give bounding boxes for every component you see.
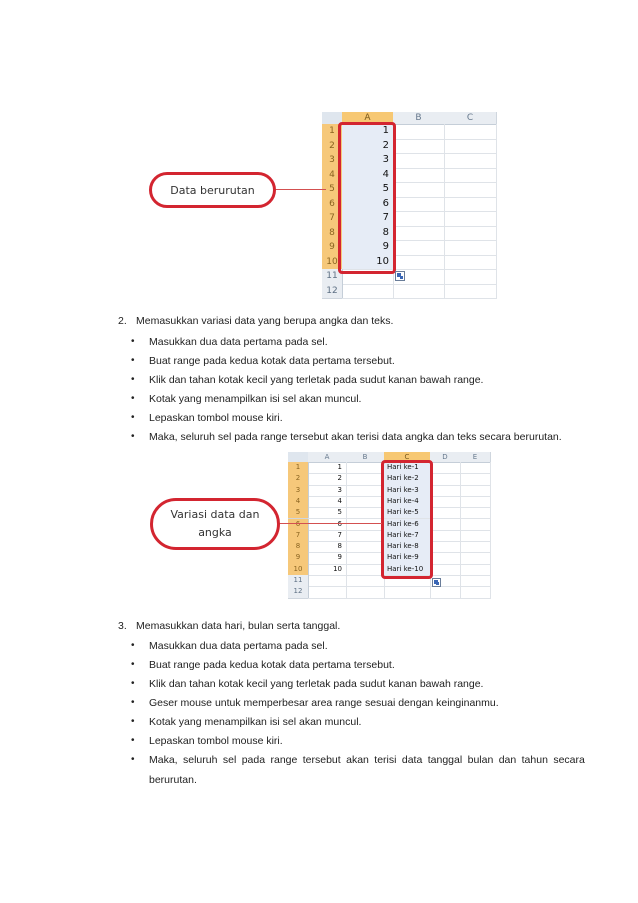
row-header: 4 <box>322 168 343 184</box>
cell <box>444 269 497 285</box>
cell <box>444 168 497 184</box>
cell-value: 1 <box>337 463 342 471</box>
cell-value: 4 <box>382 168 389 180</box>
row-header: 1 <box>322 124 343 140</box>
cell-value: 4 <box>337 496 342 505</box>
row-header: 12 <box>322 284 343 300</box>
cell-value: Hari ke-2 <box>387 474 419 483</box>
row-header: 12 <box>288 586 309 598</box>
autofill-options-icon <box>432 578 441 587</box>
callout-label: Data berurutan <box>170 183 255 197</box>
cell <box>342 284 394 300</box>
row-header: 7 <box>322 211 343 227</box>
bullet-dot: • <box>131 716 135 727</box>
bullet-dot: • <box>131 754 135 765</box>
cell-value <box>308 519 342 530</box>
column-header-b: B <box>393 112 445 125</box>
callout-data-berurutan <box>149 172 276 208</box>
row-header: 10 <box>288 564 309 576</box>
list-item: Klik dan tahan kotak kecil yang terletak pada sudut kanan bawah range. <box>149 678 484 690</box>
row-header: 3 <box>322 153 343 169</box>
cell <box>393 255 445 271</box>
cell-value: 3 <box>337 485 342 494</box>
cell <box>384 586 431 598</box>
bullet-dot: • <box>131 336 135 347</box>
cell-value: Hari ke-1 <box>387 463 419 471</box>
list-item: Geser mouse untuk memperbesar area range sesuai dengan keinginanmu. <box>149 697 499 709</box>
cell <box>393 153 445 169</box>
cell <box>430 586 461 598</box>
cell-value: 2 <box>337 474 342 483</box>
cell <box>460 586 491 598</box>
row-header: 5 <box>322 182 343 198</box>
list-item: Lepaskan tombol mouse kiri. <box>149 735 283 747</box>
cell-value: Hari ke-10 <box>387 564 424 573</box>
column-header-a: A <box>308 452 347 463</box>
bullet-dot: • <box>131 640 135 651</box>
cell <box>444 182 497 198</box>
cell-value: 8 <box>337 542 342 551</box>
callout-variasi-data <box>150 498 280 550</box>
cell-value: 10 <box>376 255 389 267</box>
selection-highlight-box <box>381 460 433 579</box>
autofill-options-icon <box>395 271 405 281</box>
cell-value: 10 <box>333 564 342 573</box>
cell <box>393 284 445 300</box>
callout-label-line-2: angka <box>198 526 232 539</box>
bullet-dot: • <box>131 678 135 689</box>
cell-value: 1 <box>382 125 389 136</box>
bullet-dot: • <box>131 735 135 746</box>
list-item: Kotak yang menampilkan isi sel akan muncul. <box>149 393 362 405</box>
spreadsheet-figure-text-number <box>288 452 490 598</box>
cell <box>393 168 445 184</box>
cell-value: 5 <box>337 508 342 517</box>
cell <box>444 226 497 242</box>
cell-value: 5 <box>382 183 389 194</box>
list-item: Buat range pada kedua kotak data pertama tersebut. <box>149 659 395 671</box>
cell <box>444 139 497 155</box>
row-header: 2 <box>322 139 343 155</box>
column-header-c: C <box>444 112 497 125</box>
row-header: 11 <box>288 575 309 587</box>
cell-value: 6 <box>382 197 389 209</box>
row-header: 8 <box>322 226 343 242</box>
cell-value: Hari ke-8 <box>387 542 419 551</box>
cell-value: Hari ke-4 <box>387 496 419 505</box>
section-3-title: Memasukkan data hari, bulan serta tanggal. <box>136 620 341 632</box>
cell-value: 9 <box>337 553 342 562</box>
selection-highlight-box <box>338 122 396 274</box>
cell <box>393 197 445 213</box>
cell-value: Hari ke-5 <box>387 508 419 517</box>
bullet-dot: • <box>131 697 135 708</box>
row-header: 2 <box>288 473 309 485</box>
cell-value: 7 <box>382 212 389 223</box>
list-item: Masukkan dua data pertama pada sel. <box>149 336 328 348</box>
cell <box>393 226 445 242</box>
cell <box>308 586 347 598</box>
section-2-number: 2. <box>118 315 127 327</box>
list-item: Maka, seluruh sel pada range tersebut akan terisi data tanggal bulan dan tahun secara <box>149 754 585 766</box>
column-header-e: E <box>460 452 491 463</box>
cell <box>444 124 497 140</box>
cell-value: Hari ke-6 <box>387 519 419 528</box>
cell <box>393 124 445 140</box>
row-header: 9 <box>288 552 309 564</box>
callout-leader-line <box>278 523 382 524</box>
cell-value: Hari ke-7 <box>387 530 419 539</box>
list-item: Klik dan tahan kotak kecil yang terletak pada sudut kanan bawah range. <box>149 374 484 386</box>
cell-value: 8 <box>382 226 389 238</box>
cell <box>444 255 497 271</box>
bullet-dot: • <box>131 431 135 442</box>
list-item: Lepaskan tombol mouse kiri. <box>149 412 283 424</box>
cell <box>444 240 497 256</box>
list-item-continuation: berurutan. <box>149 774 197 786</box>
spreadsheet-figure-sequential <box>322 112 498 296</box>
cell-value: Hari ke-9 <box>387 553 419 562</box>
row-header: 10 <box>322 255 343 271</box>
section-2-title: Memasukkan variasi data yang berupa angka dan teks. <box>136 315 394 327</box>
row-header: 3 <box>288 485 309 497</box>
cell-value: 3 <box>382 154 389 165</box>
callout-label-line-1: Variasi data dan <box>170 508 260 521</box>
row-header: 5 <box>288 507 309 519</box>
list-item: Buat range pada kedua kotak data pertama tersebut. <box>149 355 395 367</box>
cell-value: 2 <box>382 139 389 151</box>
cell-value: Hari ke-3 <box>387 485 419 494</box>
row-header: 1 <box>288 462 309 474</box>
column-header-b: B <box>346 452 385 463</box>
cell <box>346 586 385 598</box>
cell <box>393 182 445 198</box>
cell <box>444 197 497 213</box>
row-header: 6 <box>322 197 343 213</box>
list-item: Masukkan dua data pertama pada sel. <box>149 640 328 652</box>
cell <box>393 240 445 256</box>
bullet-dot: • <box>131 393 135 404</box>
bullet-dot: • <box>131 412 135 423</box>
row-header: 11 <box>322 269 343 285</box>
row-header: 7 <box>288 530 309 542</box>
cell <box>444 284 497 300</box>
section-3-number: 3. <box>118 620 127 632</box>
list-item: Kotak yang menampilkan isi sel akan muncul. <box>149 716 362 728</box>
cell-value: 7 <box>337 530 342 539</box>
row-header: 8 <box>288 541 309 553</box>
bullet-dot: • <box>131 355 135 366</box>
bullet-dot: • <box>131 659 135 670</box>
callout-leader-line <box>274 189 326 190</box>
row-header: 4 <box>288 496 309 508</box>
bullet-dot: • <box>131 374 135 385</box>
cell-value: 9 <box>382 241 389 252</box>
cell <box>444 153 497 169</box>
list-item: Maka, seluruh sel pada range tersebut akan terisi data angka dan teks secara berurutan. <box>149 431 562 443</box>
row-header: 9 <box>322 240 343 256</box>
column-header-c: C <box>384 452 431 463</box>
cell <box>444 211 497 227</box>
cell <box>393 211 445 227</box>
column-header-a: A <box>342 112 394 125</box>
cell <box>393 139 445 155</box>
column-header-d: D <box>430 452 461 463</box>
